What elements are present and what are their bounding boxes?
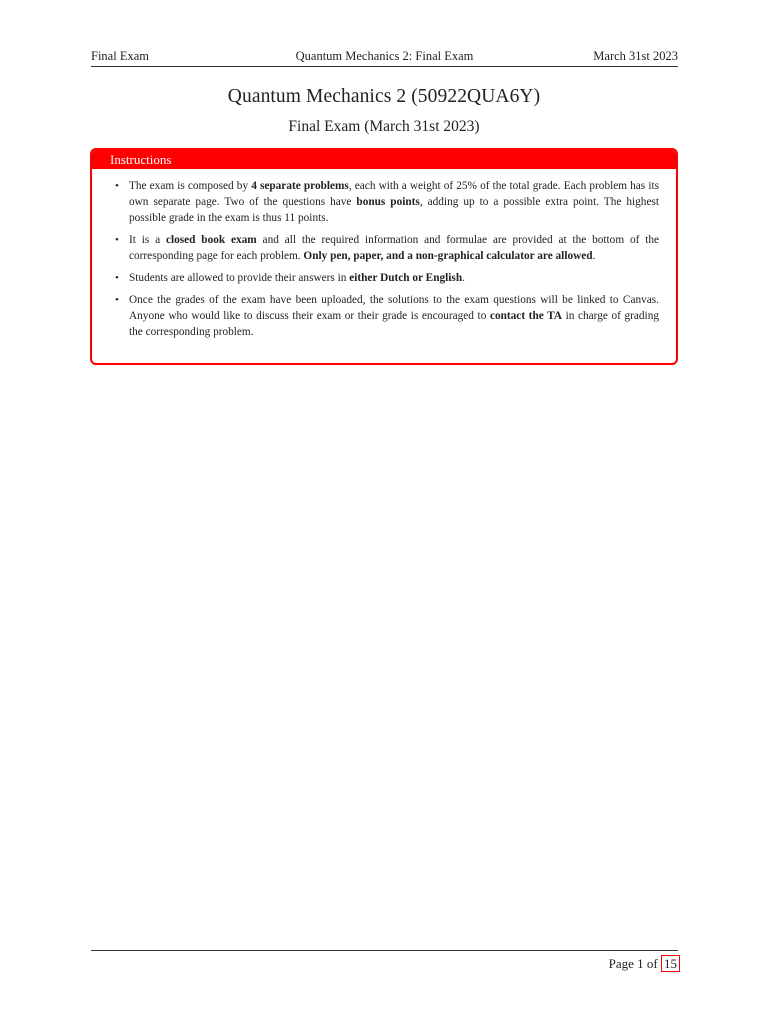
instruction-item: [115, 178, 659, 226]
instruction-text: , each with a weight of 25% of the total grade. Each problem has its own separate page. Two of the questions have: [129, 180, 659, 208]
emphasized-text: contact the TA: [489, 310, 562, 322]
emphasized-text: bonus points: [356, 196, 420, 208]
header-center: Quantum Mechanics 2: Final Exam: [295, 49, 474, 63]
total-pages-link[interactable]: 15: [661, 955, 680, 972]
instruction-text: in charge of grading the corresponding problem.: [129, 310, 659, 338]
instruction-text: .: [592, 250, 596, 262]
document-subtitle: Final Exam (March 31st 2023): [288, 118, 480, 135]
instruction-text: and all the required information and formulae are provided at the bottom of the corresponding page for each problem.: [129, 234, 659, 262]
emphasized-text: closed book exam: [165, 234, 257, 246]
header-right: March 31st 2023: [593, 49, 678, 63]
bullet-icon: •: [115, 180, 119, 192]
footer-divider: [91, 950, 678, 951]
instructions-list: [115, 178, 659, 346]
bullet-icon: •: [115, 294, 119, 306]
bullet-icon: •: [115, 234, 119, 246]
instruction-item: [115, 292, 659, 340]
instruction-item: [115, 270, 659, 286]
document-title: Quantum Mechanics 2 (50922QUA6Y): [227, 86, 541, 107]
instruction-text: , adding up to a possible extra point. The highest possible grade in the exam is thus 11 points.: [129, 196, 659, 224]
instruction-text: .: [462, 272, 465, 284]
page-number-label: Page 1 of: [608, 956, 658, 971]
instruction-item: [115, 232, 659, 264]
instruction-text: Students are allowed to provide their answers in: [129, 272, 350, 284]
emphasized-text: 4 separate problems: [251, 180, 349, 192]
bullet-icon: •: [115, 272, 119, 284]
header-left: Final Exam: [91, 49, 149, 63]
instruction-text: It is a: [129, 234, 166, 246]
instructions-box: [90, 148, 678, 365]
instruction-text: Once the grades of the exam have been uploaded, the solutions to the exam questions will be linked to Canvas. Anyone who would like to discuss their exam or their grade is encouraged to: [129, 294, 659, 322]
instructions-heading: Instructions: [92, 150, 676, 169]
instruction-text: The exam is composed by: [129, 180, 252, 192]
page-footer: [609, 955, 680, 972]
page-header: [91, 48, 678, 67]
emphasized-text: Only pen, paper, and a non-graphical calculator are allowed: [303, 250, 593, 262]
emphasized-text: either Dutch or English: [349, 272, 463, 284]
